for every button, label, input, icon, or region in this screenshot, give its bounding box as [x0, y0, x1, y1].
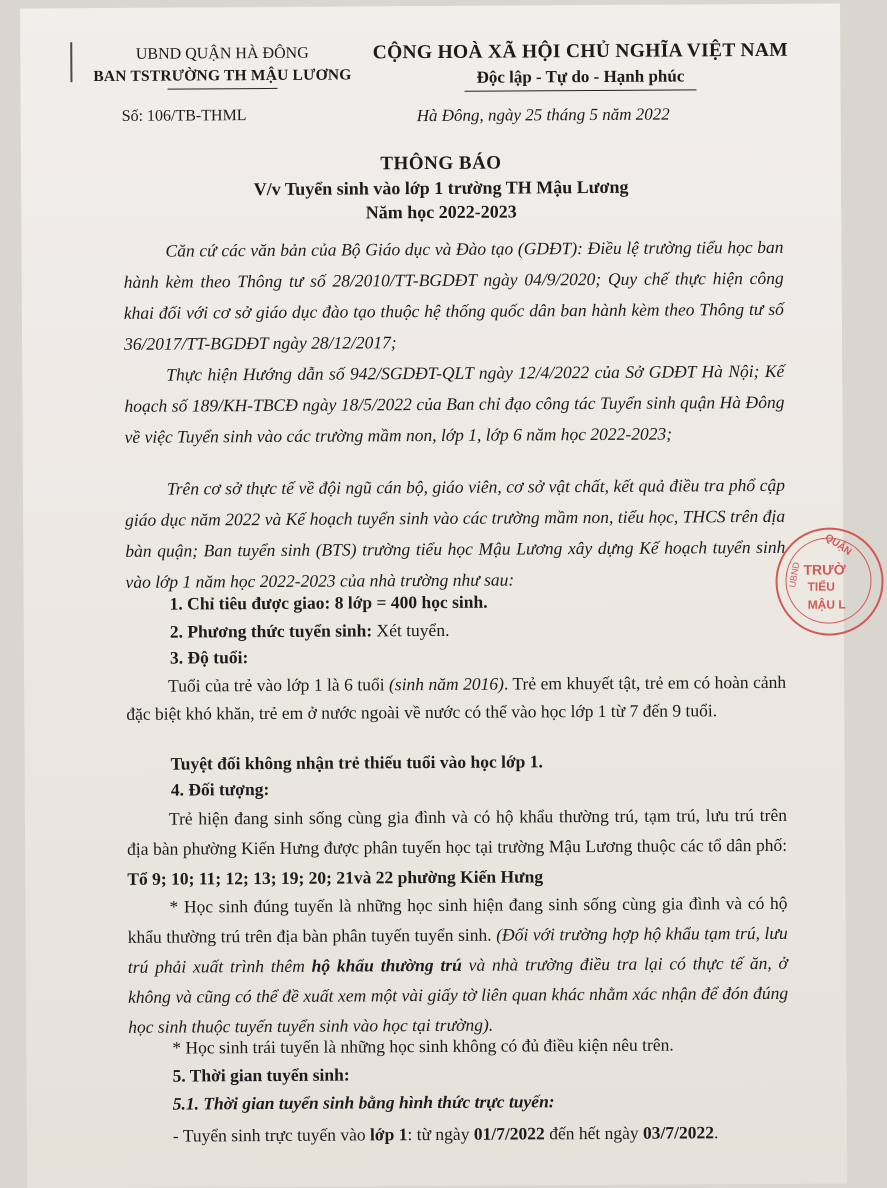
seal-side-text: UBND: [787, 561, 802, 589]
age-text-c: . Trẻ em khuyết tật, trẻ em có hoàn cảnh đặc biệt khó khăn, trẻ em ở nước ngoài về nước có thể vào học lớp 1 từ 7 đến 9 tuổi.: [126, 671, 787, 724]
title-year: Năm học 2022-2023: [365, 201, 517, 223]
paragraph-legal-basis-1: Căn cứ các văn bản của Bộ Giáo dục và Đào tạo (GDĐT): Điều lệ trường tiểu học ban hành kèm theo Thông tư số 28/2010/TT-BGDĐT ngày 04/9/2020; Quy chế thực hiện công khai đối với cơ sở giáo dục đào tạo thuộc hệ thống quốc dân ban hành kèm theo Thông tư số 36/2017/TT-BGDĐT ngày 28/12/2017;: [123, 236, 784, 354]
schedule-grade: lớp 1: [369, 1124, 408, 1145]
document-date: Hà Đông, ngày 25 tháng 5 năm 2022: [416, 104, 670, 126]
eligibility-text: Trẻ hiện đang sinh sống cùng gia đình và có hộ khẩu thường trú, tạm trú, lưu trú trên địa bàn phường Kiến Hưng được phân tuyến học tại trường Mậu Lương thuộc các tổ dân phố:: [127, 804, 788, 859]
eligible-areas: Tổ 9; 10; 11; 12; 13; 19; 20; 21và 22 phường Kiến Hưng: [127, 866, 544, 889]
section-1-quota: 1. Chỉ tiêu được giao: 8 lớp = 400 học sinh.: [169, 591, 488, 614]
age-birth-year: (sinh năm 2016): [388, 673, 504, 695]
schedule-text-a: - Tuyển sinh trực tuyến vào: [172, 1124, 371, 1146]
national-heading: [350, 38, 810, 93]
age-text-a: Tuổi của trẻ vào lớp 1 là 6 tuổi: [168, 674, 390, 696]
issuing-authority: [92, 42, 352, 90]
seal-line-3: MẬU L: [807, 597, 846, 612]
schedule-text-g: .: [713, 1122, 719, 1143]
org-line-1: UBND QUẬN HÀ ĐÔNG: [135, 44, 309, 63]
note-in-zone-c: hộ khẩu thường trú: [311, 954, 462, 976]
official-seal: [775, 527, 884, 636]
schedule-text-e: đến hết ngày: [544, 1122, 644, 1144]
document-page: [20, 3, 854, 1188]
paragraph-legal-basis-2: Thực hiện Hướng dẫn số 942/SGDĐT-QLT ngày 12/4/2022 của Sở GDĐT Hà Nội; Kế hoạch số 189/KH-TBCĐ ngày 18/5/2022 của Ban chỉ đạo công tác Tuyển sinh quận Hà Đông về việc Tuyển sinh vào các trường mầm non, lớp 1, lớp 6 năm học 2022-2023;: [124, 360, 785, 447]
schedule-end-date: 03/7/2022: [642, 1122, 714, 1143]
country-name: CỘNG HOÀ XÃ HỘI CHỦ NGHĨA VIỆT NAM: [372, 39, 788, 64]
section-2-method: [170, 617, 850, 642]
schedule-text-c: : từ ngày: [407, 1123, 474, 1145]
section-3-warning: Tuyệt đối không nhận trẻ thiếu tuổi vào học lớp 1.: [170, 751, 543, 774]
seal-line-2: TIỂU: [807, 579, 835, 594]
org-line-2: BAN TSTRƯỜNG TH MẬU LƯƠNG: [93, 66, 352, 86]
note-in-zone-a: * Học sinh đúng tuyến là những học sinh hiện đang sinh sống cùng gia đình và có hộ khẩu thường trú trên địa bàn phân tuyến tuyển sinh.: [127, 892, 788, 947]
note-out-of-zone: * Học sinh trái tuyến là những học sinh không có đủ điều kiện nêu trên.: [172, 1034, 674, 1058]
section-4-text: [127, 800, 788, 894]
section-2-value: Xét tuyển.: [372, 619, 450, 641]
section-5-heading: 5. Thời gian tuyển sinh:: [172, 1064, 350, 1086]
note-in-zone-b: (Đối với trường hợp hộ khẩu tạm trú, lưu trú phải xuất trình thêm: [127, 922, 788, 977]
seal-line-1: TRƯỜ: [803, 561, 846, 578]
motto: Độc lập - Tự do - Hạnh phúc: [476, 66, 685, 87]
note-in-zone: [127, 888, 788, 1042]
paragraph-legal-basis-3: Trên cơ sở thực tế về đội ngũ cán bộ, giáo viên, cơ sở vật chất, kết quả điều tra phổ cập giáo dục năm 2022 và Kế hoạch tuyển sinh vào các trường mầm non, tiểu học, THCS trên địa bàn quận; Ban tuyển sinh (BTS) trường tiểu học Mậu Lương xây dựng Kế hoạch tuyển sinh vào lớp 1 năm học 2022-2023 của nhà trường như sau:: [125, 474, 786, 592]
schedule-start-date: 01/7/2022: [473, 1123, 545, 1144]
title-subject: V/v Tuyển sinh vào lớp 1 trường TH Mậu Lương: [253, 176, 629, 200]
motto-underline: [465, 89, 697, 91]
note-in-zone-d: và nhà trường điều tra lại có thực tế ăn, ở không và cũng có thể đề xuất xem một vài giấy tờ liên quan khác nhằm xác nhận để đón đúng học sinh thuộc tuyến tuyển sinh vào học tại trường).: [127, 952, 789, 1037]
section-3-heading: 3. Độ tuổi:: [169, 647, 249, 668]
section-5-1-schedule: [173, 1121, 853, 1146]
document-number: Số: 106/TB-THML: [121, 107, 247, 125]
section-2-label: 2. Phương thức tuyển sinh:: [169, 620, 373, 642]
fold-mark: [70, 42, 75, 82]
title-main: THÔNG BÁO: [380, 152, 502, 175]
document-title: [191, 150, 691, 225]
section-3-text: [126, 668, 786, 728]
section-5-1-heading: 5.1. Thời gian tuyển sinh bằng hình thức trực tuyến:: [172, 1091, 555, 1114]
section-4-heading: 4. Đối tượng:: [170, 778, 270, 800]
seal-top-text: QUẬN: [822, 532, 854, 558]
org-underline: [167, 88, 277, 90]
